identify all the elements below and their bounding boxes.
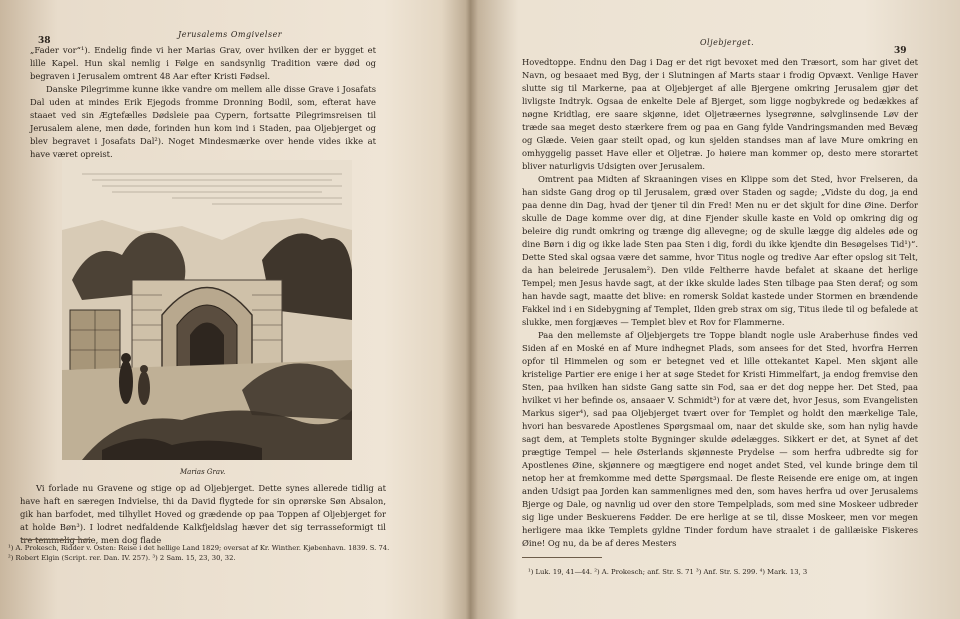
right-page-number: 39	[894, 46, 907, 56]
right-paragraph-2: Omtrent paa Midten af Skraaningen vises en Klippe som det Sted, hvor Frelseren, da han sidste Gang drog op til Jerusalem, græd over Staden og sagde; „Vidste du dog, ja end paa denne din Dag, hvad der tjener til din Fred! Men nu er det skjult for dine Øine. Derfor skulle de Dage komme over dig, at dine Fjender skulle kaste en Vold op omkring dig og beleire dig rundt omkring og trænge dig allevegne; og de skulle lægge dig aldeles øde og dine Børn i dig og ikke lade Sten paa Sten i dig, fordi du ikke kjendte din Besøgelses Tid¹)“. Dette Sted skal ogsaa være det samme, hvor Titus nogle og tredive Aar efter opslog sit Telt, da han beleirede Jerusalem²). Den vilde Feltherre havde befalet at skaane det herlige Tempel; men Jesus havde sagt, at der ikke skulde lades Sten tilbage paa Sten deraf; og som han havde sagt, maatte det blive: en romersk Soldat kastede under Stormen en brændende Fakkel ind i en Sidebygning af Templet, Ilden greb strax om sig, Titus ilede til og befalede at slukke, men forgjæves — Templet blev et Rov for Flammerne.	[522, 174, 918, 327]
left-paragraph-1: „Fader vor“¹). Endelig finde vi her Marias Grav, over hvilken der er bygget et lille Kapel. Hun skal nemlig i Følge en sandsynlig Tradition være død og begraven i Jerusalem omtrent 48 Aar efter Kristi Fødsel.	[30, 45, 376, 81]
left-footnotes	[8, 544, 388, 563]
right-running-head: Oljebjerget.	[700, 38, 755, 47]
right-footnote-rule	[522, 557, 602, 558]
right-footnotes: ¹) Luk. 19, 41—44. ²) A. Prokesch; anf. Str. S. 71 ³) Anf. Str. S. 299. ⁴) Mark. 13, 3	[528, 568, 808, 576]
right-page	[472, 0, 960, 619]
left-paragraph-2: Danske Pilegrimme kunne ikke vandre om mellem alle disse Grave i Josafats Dal uden at mindes Erik Ejegods fromme Dronning Bodil, som, efterat have staaet ved sin Ægtefælles Dødsleie paa Cypern, fortsatte Pilegrimsreisen til Jerusalem alene, men døde, forinden hun kom ind i Staden, paa Oljebjerget og blev begravet i Josafats Dal²). Noget Mindesmærke over hende vides ikke at have været opreist.	[30, 84, 376, 159]
right-paragraph-3: Paa den mellemste af Oljebjergets tre Toppe blandt nogle usle Araberhuse findes ved Siden af en Moské en af Mure indhegnet Plads, som ansees for det Sted, hvorfra Herren opfor til Himmelen og som er betegnet ved et lille ottekantet Kapel. Men skjønt alle kristelige Partier ere enige i her at søge Stedet for Kristi Himmelfart, ja endog fremvise den Sten, paa hvilken han sidste Gang satte sin Fod, saa er det dog neppe her. Det Sted, paa hvilket vi her befinde os, ansaaer V. Schmidt³) for at være det, hvor Jesus, som Evangelisten Markus siger⁴), sad paa Oljebjerget tvært over for Templet og holdt den mærkelige Tale, hvori han besvarede Apostlenes Spørgsmaal om, naar det skulde ske, som han nylig havde sagt dem, at Templets stolte Bygninger skulde ødelægges. Sikkert er det, at Synet af det prægtige Tempel — hele Østerlands skjønneste Prydelse — som herfra udbredte sig for Apostlenes Øine, skjønnere og mægtigere end noget andet Sted, vel kunde bringe dem til netop her at fremkomme med dette Spørgsmaal. De fleste Reisende ere enige om, at ingen anden Udsigt paa Jorden kan sammenlignes med den, som haves herfra ud over Jerusalems Bjerge og Dale, og navnlig ud over den store Tempelplads, som med sine Moskeer udbreder sig lige under Beskuerens Fødder. De ere herlige at se til, disse Moskeer, men vor megen herligere maa ikke Templets gyldne Tinder fordum have straalet i de galilæiske Fiskeres Øine! Og nu, da be af deres Mesters	[522, 330, 918, 548]
left-top-text	[30, 44, 376, 161]
right-paragraph-1: Hovedtoppe. Endnu den Dag i Dag er det rigt bevoxet med den Træsort, som har givet det Navn, og besaaet med Byg, der i Slutningen af Marts staar i frodig Opvæxt. Venlige Haver slutte sig til Markerne, paa at Oljebjerget af alle Bjergene omkring Jerusalem gjør det livligste Indtryk. Ogsaa de enkelte Dele af Bjerget, som ligge nogbykrede og bedækkes af nøgne Kridtlag, ere saare skjønne, idet Oljetræernes lysegrønne, sølvglinsende Løv der træde saa meget desto stærkere frem og paa en Gang fylde Vandringsmanden med Bevæg og Glæde. Veien gaar steilt opad, og kun sjelden standses man af lave Mure omkring en omhyggelig passet Have eller et Oljetræ. Jo høiere man kommer op, desto mere storartet bliver naturligvis Udsigten over Jerusalem.	[522, 57, 918, 171]
left-footnote-2: ²) Robert Elgin (Script. rer. Dan. IV. 257). ³) 2 Sam. 15, 23, 30, 32.	[8, 553, 236, 562]
left-footnote-1: ¹) A. Prokesch, Ridder v. Osten: Reise i det hellige Land 1829; oversat af Kr. Winther. Kjøbenhavn. 1839. S. 74.	[8, 544, 390, 552]
left-page	[0, 0, 468, 619]
left-bottom-paragraph: Vi forlade nu Gravene og stige op ad Oljebjerget. Dette synes allerede tidlig at have haft en særegen Indvielse, thi da David flygtede for sin oprørske Søn Absalon, gik han barfodet, med tilhyllet Hoved og grædende op paa Toppen af Oljebjerget for at holde Bøn³). I lodret nedfaldende Kalkfjeldslag hæver det sig terrasseformigt til tre temmelig høie, men dog flade	[20, 483, 386, 545]
left-page-number: 38	[38, 36, 51, 46]
left-footnote-rule	[22, 539, 92, 540]
illustration-caption: Marias Grav.	[180, 468, 226, 476]
left-running-head: Jerusalems Omgivelser	[178, 30, 283, 39]
right-body-text	[522, 56, 918, 550]
marias-grav-engraving	[62, 160, 352, 460]
